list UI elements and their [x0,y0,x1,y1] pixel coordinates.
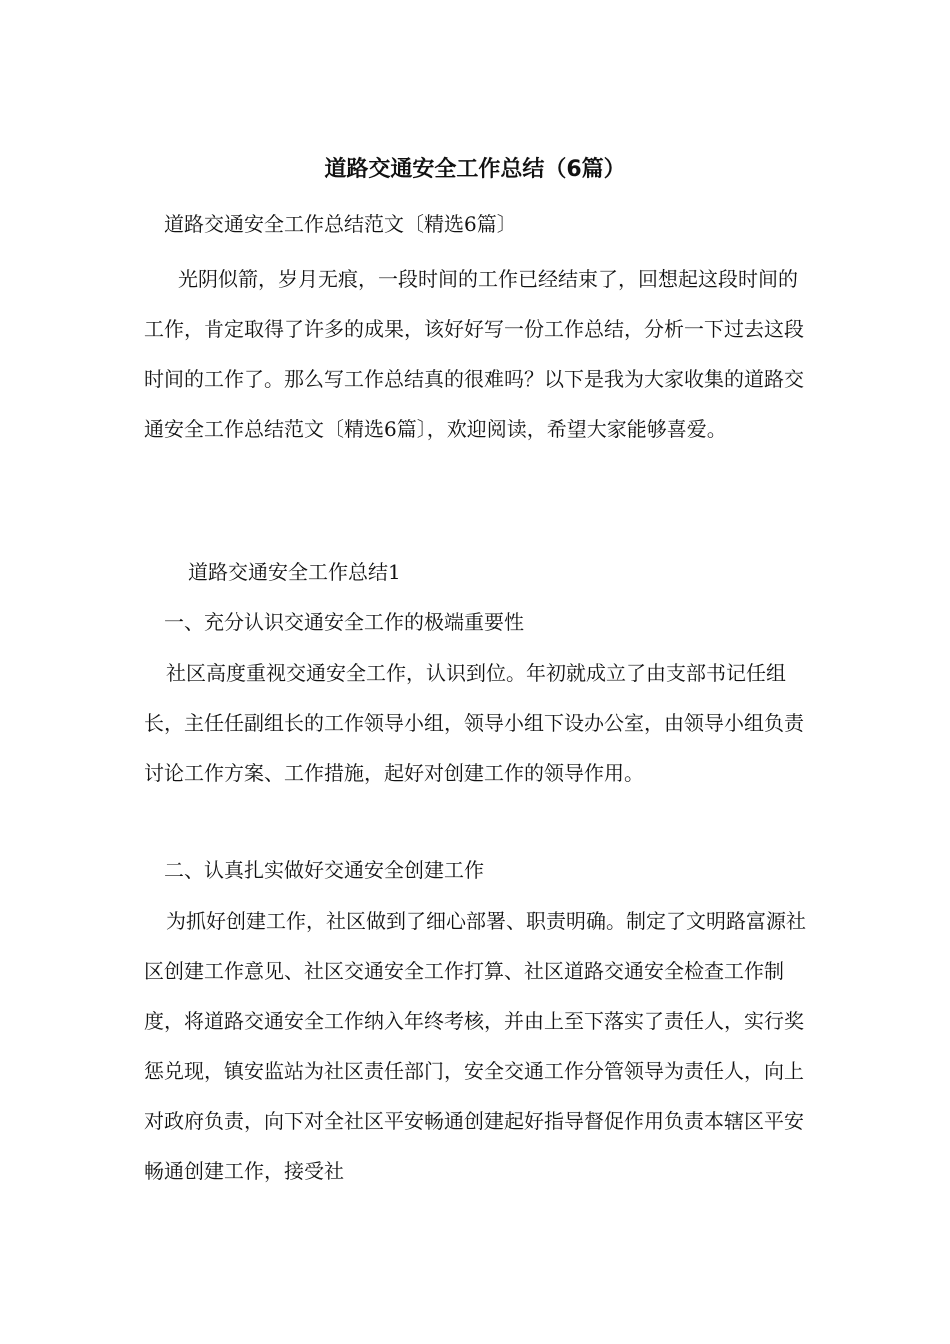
body-paragraph-2: 为抓好创建工作，社区做到了细心部署、职责明确。制定了文明路富源社区创建工作意见、社区交通安全工作打算、社区道路交通安全检查工作制度，将道路交通安全工作纳入年终考核，并由上至下落实了责任人，实行奖惩兑现，镇安监站为社区责任部门，安全交通工作分管领导为责任人，向上对政府负责，向下对全社区平安畅通创建起好指导督促作用负责本辖区平安畅通创建工作，接受社 [144,909,806,1183]
point-heading-1: 一、充分认识交通安全工作的极端重要性 [164,610,524,634]
document-subtitle: 道路交通安全工作总结范文〔精选6篇〕 [164,212,517,236]
point-heading-2: 二、认真扎实做好交通安全创建工作 [164,858,484,882]
document-title: 道路交通安全工作总结（6篇） [324,157,626,182]
section-heading: 道路交通安全工作总结1 [188,560,401,584]
body-paragraph-1: 社区高度重视交通安全工作，认识到位。年初就成立了由支部书记任组长，主任任副组长的工作领导小组，领导小组下设办公室，由领导小组负责讨论工作方案、工作措施，起好对创建工作的领导作用。 [144,661,804,785]
intro-paragraph: 光阴似箭，岁月无痕，一段时间的工作已经结束了，回想起这段时间的工作，肯定取得了许多的成果，该好好写一份工作总结，分析一下过去这段时间的工作了。那么写工作总结真的很难吗？以下是我为大家收集的道路交通安全工作总结范文〔精选6篇〕，欢迎阅读，希望大家能够喜爱。 [144,267,804,441]
